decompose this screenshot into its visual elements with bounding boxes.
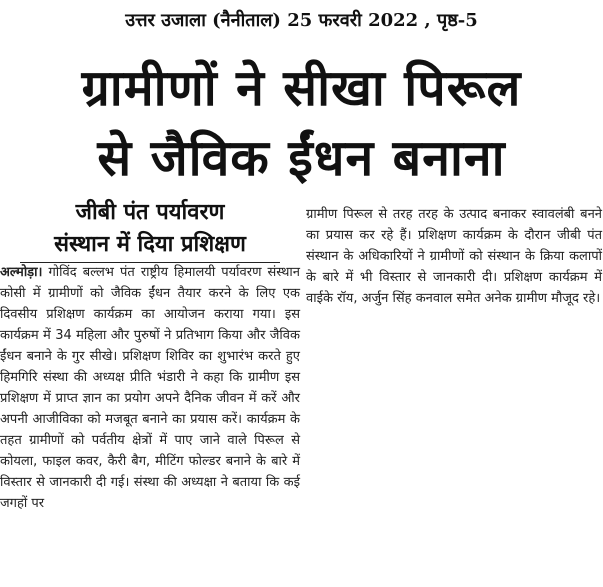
article-column-right: [306, 204, 602, 309]
headline-line-2: से जैविक ईंधन बनाना: [97, 129, 506, 187]
article-body-right: ग्रामीण पिरूल से तरह तरह के उत्पाद बनाकर स्वावलंबी बनने का प्रयास कर रहे हैं। प्रशिक्षण कार्यक्रम के दौरान जीबी पंत संस्थान के अधिकारियों ने ग्रामीणों को संस्थान के क्रिया कलापों के बारे में भी विस्तार से जानकारी दी। प्रशिक्षण कार्यक्रम में वाईके रॉय, अर्जुन सिंह कनवाल समेत अनेक ग्रामीण मौजूद रहे।: [306, 207, 602, 306]
article-column-left: [0, 262, 300, 514]
newspaper-masthead: उत्तर उजाला (नैनीताल) 25 फरवरी 2022 , पृष्ठ-5: [125, 10, 478, 31]
article-dateline: अल्मोड़ा।: [0, 265, 43, 280]
subheadline-line-2: संस्थान में दिया प्रशिक्षण: [54, 232, 246, 257]
article-body-left: गोविंद बल्लभ पंत राष्ट्रीय हिमालयी पर्यावरण संस्थान कोसी में ग्रामीणों को जैविक ईंधन तैयार करने के लिए एक दिवसीय प्रशिक्षण कार्यक्रम का आयोजन कराया गया। इस कार्यक्रम में 34 महिला और पुरुषों ने प्रतिभाग किया और जैविक ईंधन बनाने के गुर सीखे। प्रशिक्षण शिविर का शुभारंभ करते हुए हिमगिरि संस्था की अध्यक्ष प्रीति भंडारी ने कहा कि ग्रामीण इस प्रशिक्षण में प्राप्त ज्ञान का प्रयोग अपने दैनिक जीवन में करें और अपनी आजीविका को मजबूत बनाने का प्रयास करें। कार्यक्रम के तहत ग्रामीणों को पर्वतीय क्षेत्रों में पाए जाने वाले पिरूल से कोयला, फाइल कवर, कैरी बैग, मीटिंग फोल्डर बनाने के बारे में विस्तार से जानकारी दी गई। संस्था की अध्यक्षा ने बताया कि कई जगहों पर: [0, 265, 300, 511]
subheadline-line-1: जीबी पंत पर्यावरण: [75, 200, 225, 225]
headline-line-1: ग्रामीणों ने सीखा पिरूल: [81, 59, 522, 117]
